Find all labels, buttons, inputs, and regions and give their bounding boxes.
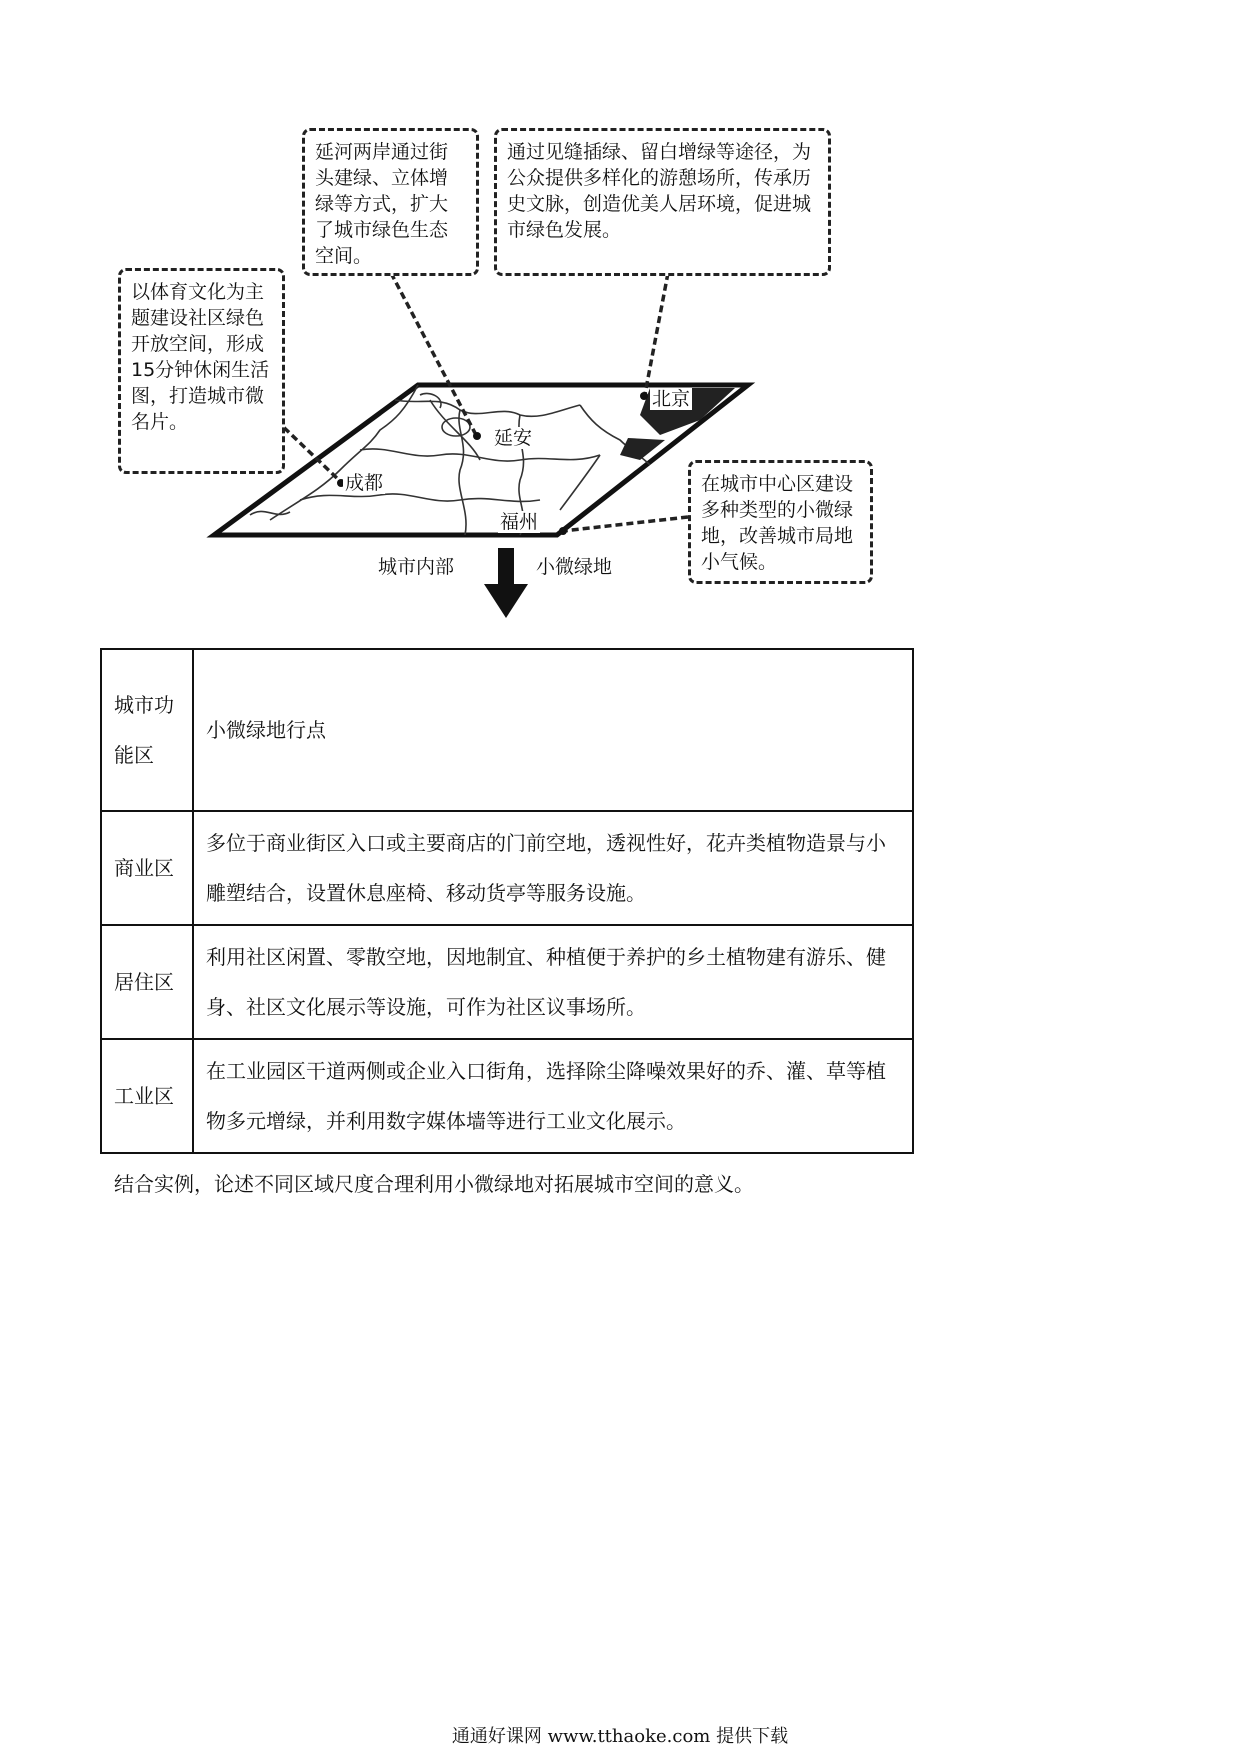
map-label-yanan: 延安 bbox=[494, 427, 533, 449]
map-label-beijing: 北京 bbox=[652, 388, 691, 410]
callout-fuzhou bbox=[688, 460, 873, 584]
caption-micro-green: 小微绿地 bbox=[536, 556, 613, 578]
zone-industrial: 工业区 bbox=[101, 1039, 193, 1153]
map-label-fuzhou: 福州 bbox=[500, 511, 539, 533]
green-space-table bbox=[100, 648, 914, 1154]
callout-chengdu-text: 以体育文化为主题建设社区绿色开放空间，形成15分钟休闲生活图，打造城市微名片。 bbox=[131, 281, 270, 433]
table-header-row bbox=[101, 649, 913, 811]
down-arrow bbox=[484, 548, 528, 618]
callout-beijing bbox=[494, 128, 831, 276]
zone-residential: 居住区 bbox=[101, 925, 193, 1039]
callout-yanan-text: 延河两岸通过街头建绿、立体增绿等方式，扩大了城市绿色生态空间。 bbox=[315, 141, 449, 267]
caption-city-interior: 城市内部 bbox=[378, 556, 455, 578]
desc-commercial: 多位于商业街区入口或主要商店的门前空地，透视性好，花卉类植物造景与小雕塑结合，设置休息座椅、移动货亭等服务设施。 bbox=[193, 811, 913, 925]
table-row bbox=[101, 811, 913, 925]
callout-yanan bbox=[302, 128, 479, 276]
zone-commercial: 商业区 bbox=[101, 811, 193, 925]
question-text: 结合实例，论述不同区域尺度合理利用小微绿地对拓展城市空间的意义。 bbox=[114, 1172, 754, 1196]
header-zone: 城市功能区 bbox=[101, 649, 193, 811]
callout-chengdu bbox=[118, 268, 285, 474]
table-row bbox=[101, 1039, 913, 1153]
callout-fuzhou-text: 在城市中心区建设多种类型的小微绿地，改善城市局地小气候。 bbox=[701, 473, 854, 573]
page-footer: 通通好课网 www.tthaoke.com 提供下载 bbox=[451, 1726, 789, 1747]
callout-beijing-text: 通过见缝插绿、留白增绿等途径，为公众提供多样化的游憩场所，传承历史文脉，创造优美人居环境，促进城市绿色发展。 bbox=[507, 141, 812, 241]
desc-residential: 利用社区闲置、零散空地，因地制宜、种植便于养护的乡土植物建有游乐、健身、社区文化展示等设施，可作为社区议事场所。 bbox=[193, 925, 913, 1039]
table-row bbox=[101, 925, 913, 1039]
header-desc: 小微绿地行点 bbox=[193, 649, 913, 811]
map-label-chengdu: 成都 bbox=[345, 472, 384, 494]
desc-industrial: 在工业园区干道两侧或企业入口街角，选择除尘降噪效果好的乔、灌、草等植物多元增绿，并利用数字媒体墙等进行工业文化展示。 bbox=[193, 1039, 913, 1153]
